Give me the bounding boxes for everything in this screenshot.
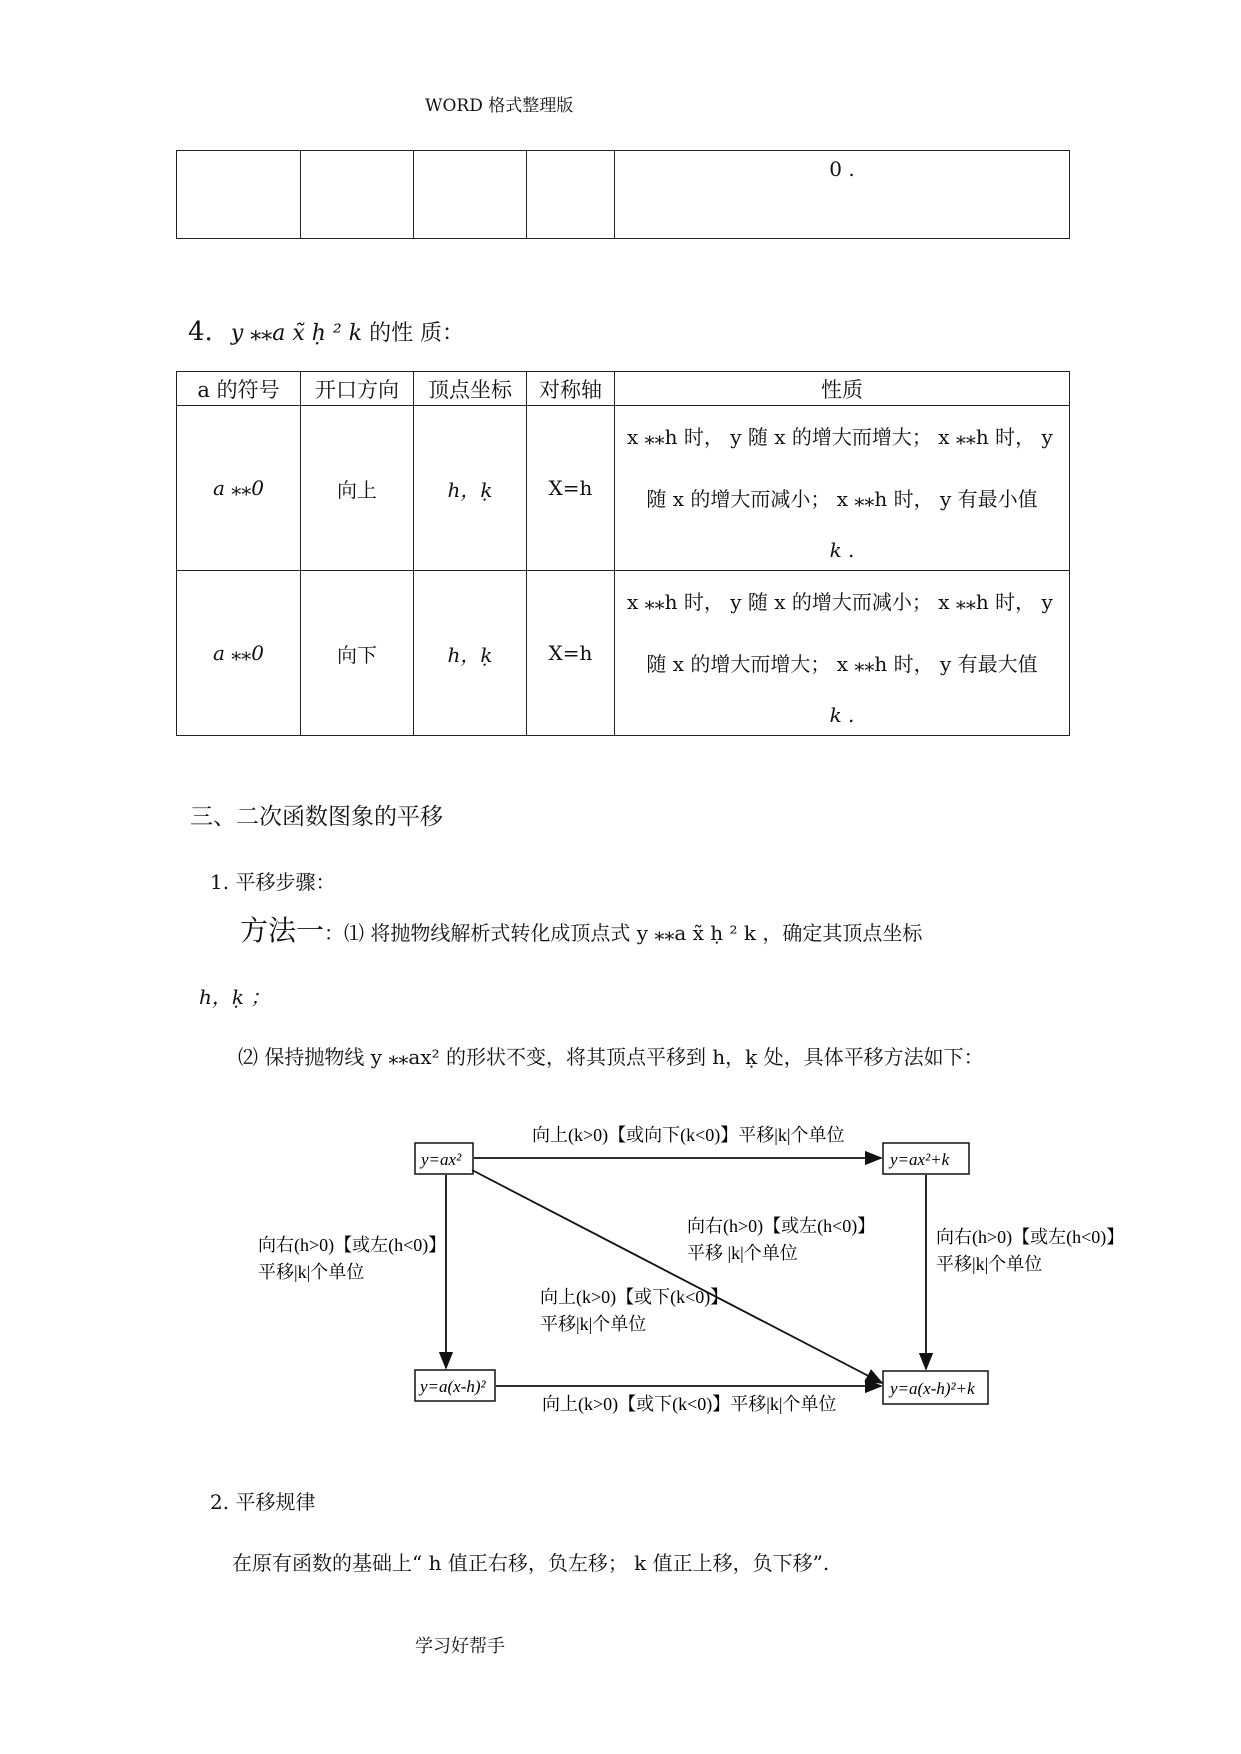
method-one: [240, 909, 922, 949]
property-line: x ⁎⁎h 时， y 随 x 的增大而增大； x ⁎⁎h 时， y: [627, 425, 1053, 449]
diagonal-label-a-2: 平移 |k|个单位: [687, 1243, 798, 1263]
box-top-right-label: y=ax²+k: [890, 1150, 950, 1169]
table-cell: [301, 151, 414, 239]
left-arrow-label-2: 平移|k|个单位: [258, 1262, 365, 1282]
column-header: 对称轴: [527, 372, 615, 406]
table-cell: [177, 151, 301, 239]
top-arrow-label: 向上(k>0)【或向下(k<0)】平移|k|个单位: [532, 1125, 845, 1145]
property-line: k .: [829, 538, 855, 562]
property-cell: [615, 571, 1070, 736]
subsection-title-rules: 2. 平移规律: [210, 1490, 316, 1514]
column-header: a 的符号: [177, 372, 301, 406]
table-header-row: [177, 372, 1070, 406]
vertex-coordinates: h，ḳ ；: [199, 985, 271, 1009]
table-row: [177, 406, 1070, 571]
table-cell: [414, 151, 527, 239]
step-two: ⑵ 保持抛物线 y ⁎⁎ax² 的形状不变，将其顶点平移到 h，ḳ 处，具体平移方法如下：: [238, 1045, 984, 1069]
left-arrow-label-1: 向右(h>0)【或左(h<0)】: [258, 1235, 447, 1255]
section-title: 三、二次函数图象的平移: [190, 804, 443, 830]
properties-table: [176, 371, 1070, 736]
section-heading-4: [188, 316, 464, 347]
property-line: k .: [829, 703, 855, 727]
right-arrow-label-1: 向右(h>0)【或左(h<0)】: [936, 1227, 1125, 1247]
translation-rule: 在原有函数的基础上“ h 值正右移，负左移； k 值正上移，负下移”.: [232, 1551, 830, 1575]
column-header: 顶点坐标: [414, 372, 527, 406]
table-cell: [615, 151, 1070, 239]
box-bottom-right-label: y=a(x-h)²+k: [890, 1379, 975, 1398]
sign-cell: a ⁎⁎0: [177, 571, 301, 736]
top-table-fragment: [176, 150, 1070, 239]
table-cell: [527, 151, 615, 239]
axis-cell: X=h: [527, 406, 615, 571]
method-label: 方法一: [240, 914, 325, 947]
bottom-arrow-label: 向上(k>0)【或下(k<0)】平移|k|个单位: [542, 1394, 837, 1414]
vertex-form-formula: y ⁎⁎a x̃ ḥ ² k: [230, 321, 363, 346]
cell-text: 0 .: [829, 157, 855, 181]
subsection-title-steps: 1. 平移步骤：: [210, 870, 336, 894]
page-header: WORD 格式整理版: [425, 96, 574, 116]
axis-cell: X=h: [527, 571, 615, 736]
property-cell: [615, 406, 1070, 571]
direction-cell: 向上: [301, 406, 414, 571]
page-footer: 学习好帮手: [415, 1636, 505, 1657]
translation-diagram: [250, 1110, 1130, 1430]
diagonal-label-b-1: 向上(k>0)【或下(k<0)】: [540, 1287, 729, 1307]
diagonal-label-a-1: 向右(h>0)【或左(h<0)】: [687, 1216, 876, 1236]
property-line: 随 x 的增大而增大； x ⁎⁎h 时， y 有最大值: [646, 652, 1038, 676]
vertex-cell: h，ḳ: [414, 406, 527, 571]
heading-number: 4.: [188, 317, 213, 347]
property-line: 随 x 的增大而减小； x ⁎⁎h 时， y 有最小值: [646, 487, 1038, 511]
vertex-cell: h，ḳ: [414, 571, 527, 736]
column-header: 性质: [615, 372, 1070, 406]
box-bottom-left-label: y=a(x-h)²: [420, 1377, 486, 1396]
table-row: [177, 571, 1070, 736]
diagonal-label-b-2: 平移|k|个单位: [540, 1314, 647, 1334]
heading-suffix: 的性 质：: [369, 321, 465, 346]
column-header: 开口方向: [301, 372, 414, 406]
method-text: ：⑴ 将抛物线解析式转化成顶点式 y ⁎⁎a x̃ ḥ ² k ，确定其顶点坐标: [324, 921, 923, 945]
right-arrow-label-2: 平移|k|个单位: [936, 1254, 1043, 1274]
direction-cell: 向下: [301, 571, 414, 736]
property-line: x ⁎⁎h 时， y 随 x 的增大而减小； x ⁎⁎h 时， y: [627, 590, 1053, 614]
box-top-left-label: y=ax²: [421, 1150, 462, 1169]
sign-cell: a ⁎⁎0: [177, 406, 301, 571]
arrow-diagonal: [472, 1170, 882, 1383]
